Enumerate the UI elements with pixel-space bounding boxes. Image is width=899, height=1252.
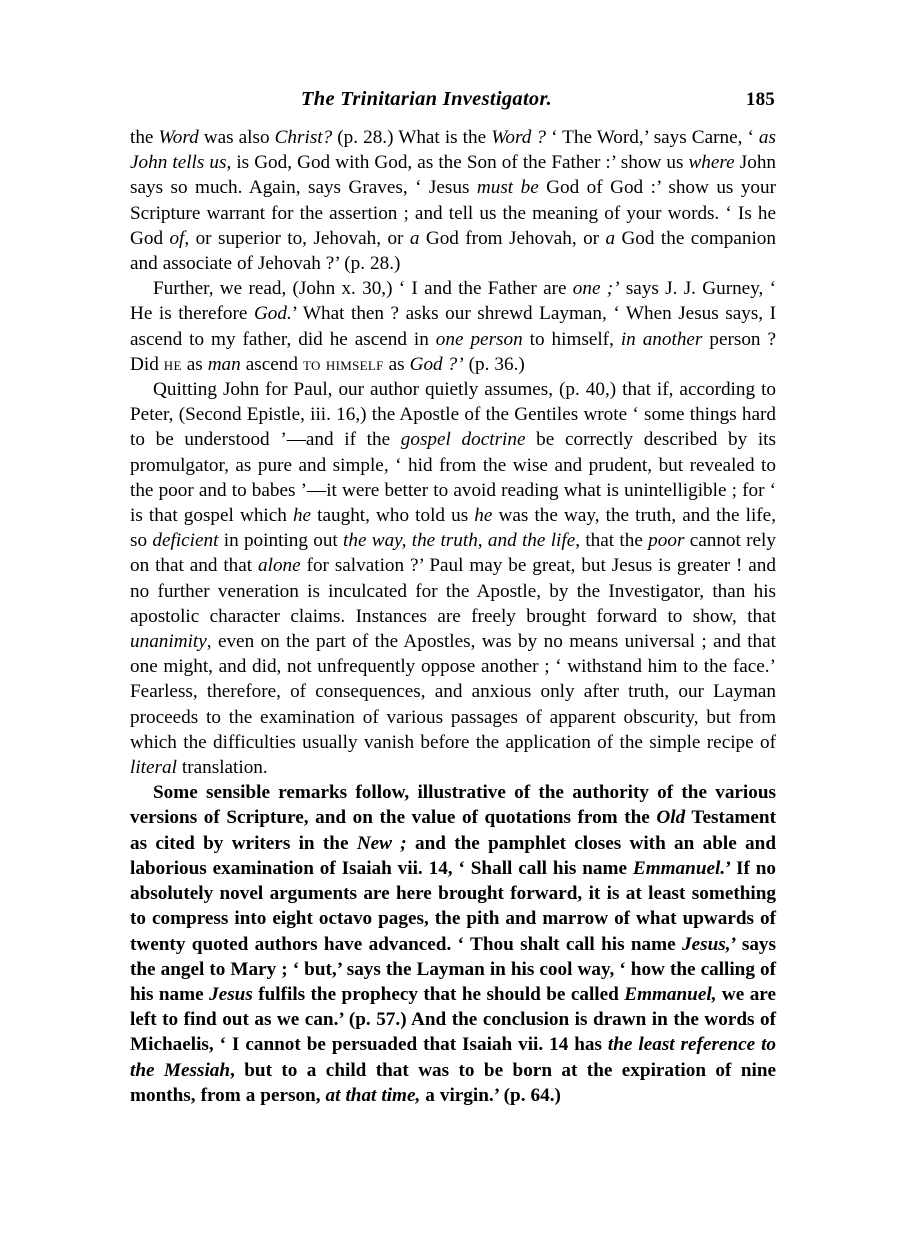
emphasis-text: a: [605, 227, 616, 249]
body-text: ‘ The Word,’ says Carne, ‘: [546, 127, 759, 148]
body-text: Testament as cited by writers in the: [130, 807, 776, 854]
emphasis-text: Emmanuel,: [624, 983, 717, 1005]
body-text: person ? Did: [130, 328, 776, 375]
emphasis-text: the way, the truth, and the life: [343, 530, 576, 552]
body-text: Quitting John for Paul, our author quietly assumes, (p. 40,) that if, according to Peter, (Second Epistle, iii. 16,) the Apostle of the Gentiles wrote ‘ some things hard to be understood ’—and if the: [130, 379, 776, 451]
emphasis-text: where: [688, 152, 735, 174]
body-text: to himself,: [522, 328, 621, 350]
emphasis-text: literal: [130, 757, 177, 779]
emphasis-text: poor: [648, 530, 685, 552]
emphasis-text: Jesus: [209, 983, 253, 1005]
body-text: , even on the part of the Apostles, was by no means universal ; and that one might, and did, not unfrequently oppose another ; ‘ withstand him to the face.’ Fearless, therefore, of consequences, and anxious only after truth, our Layman proceeds to the examination of various passages of apparent obscurity, but from which the difficulties usually vanish before the application of the simple recipe of: [130, 631, 776, 753]
emphasis-text: Word ?: [491, 127, 547, 148]
body-text: , that the: [575, 530, 649, 552]
emphasis-text: a: [409, 227, 420, 249]
paragraph: [130, 276, 776, 377]
body-text: was also: [198, 127, 275, 148]
emphasis-text: at that time,: [325, 1084, 421, 1106]
emphasis-text: one person: [435, 328, 523, 350]
emphasis-text: gospel doctrine: [400, 429, 526, 451]
body-text: a virgin.’ (p. 64.): [420, 1084, 561, 1106]
body-text: ’ says the angel to Mary ; ‘ but,’ says the Layman in his cool way, ‘ how the calling of his name: [130, 933, 776, 1005]
body-text: God from Jehovah, or: [419, 227, 606, 249]
emphasis-text: of: [169, 227, 185, 249]
body-text: taught, who told us: [311, 505, 475, 527]
body-text: (p. 36.): [463, 353, 525, 375]
emphasis-text: God ?’: [409, 353, 464, 375]
emphasis-text: the least reference to the Messiah: [130, 1034, 777, 1081]
body-text: translation.: [176, 757, 268, 779]
emphasis-text: Word: [158, 127, 199, 148]
emphasis-text: God.: [253, 303, 292, 325]
emphasis-text: in another: [620, 328, 703, 350]
emphasis-text: one ;’: [572, 278, 620, 300]
body-text: ascend: [240, 353, 303, 375]
page-number: 185: [745, 89, 775, 110]
emphasis-text: Old: [656, 807, 686, 829]
emphasis-text: as John tells us: [130, 127, 776, 174]
body-text: God the companion and associate of Jehovah ?’ (p. 28.): [130, 227, 776, 275]
emphasis-text: unanimity: [130, 631, 207, 653]
body-text: cannot rely on that and that: [130, 530, 776, 577]
small-caps-text: he: [163, 353, 182, 375]
body-text: ’ If no absolutely novel arguments are here brought forward, it is at least something to compress into eight octavo pages, the pith and marrow of what upwards of twenty quoted authors have advanced. ‘ Thou shalt call his name: [130, 857, 776, 955]
emphasis-text: Emmanuel.: [632, 857, 726, 879]
body-text: ’ What then ? asks our shrewd Layman, ‘ When Jesus says, I ascend to my father, did he ascend in: [130, 303, 776, 350]
emphasis-text: alone: [258, 555, 301, 577]
body-text: Some sensible remarks follow, illustrative of the authority of the various versions of Scripture, and on the value of quotations from the: [130, 782, 776, 829]
body-text: was the way, the truth, and the life, so: [130, 505, 776, 552]
body-text: fulfils the prophecy that he should be called: [252, 983, 625, 1005]
body-text: John says so much. Again, says Graves, ‘ Jesus: [130, 152, 777, 199]
emphasis-text: Christ?: [274, 127, 333, 148]
body-text: be correctly described by its promulgator, as pure and simple, ‘ hid from the wise and prudent, but revealed to the poor and to babes ’—it were better to avoid reading what is unintelligible ; for ‘ is that gospel which: [130, 429, 776, 527]
emphasis-text: deficient: [152, 530, 219, 552]
body-text: (p. 28.) What is the: [332, 127, 492, 148]
body-text: in pointing out: [218, 530, 344, 552]
emphasis-text: Jesus,: [682, 933, 731, 955]
emphasis-text: he: [474, 505, 493, 527]
body-text: as: [383, 353, 410, 375]
body-text: says J. J. Gurney, ‘ He is therefore: [130, 278, 776, 325]
paragraph: [130, 125, 776, 276]
body-text: we are left to find out as we can.’ (p. 57.) And the conclusion is drawn in the words of Michaelis, ‘ I cannot be persuaded that Isaiah vii. 14 has: [130, 983, 776, 1056]
body-text: Further, we read, (John x. 30,) ‘ I and the Father are: [153, 278, 573, 300]
paragraph: [130, 780, 776, 1108]
running-head: [130, 88, 775, 116]
emphasis-text: he: [292, 505, 312, 527]
small-caps-text: to himself: [302, 353, 384, 375]
body-text: for salvation ?’ Paul may be great, but Jesus is greater ! and no further veneration is inculcated for the Apostle, by the Investigator, than his apostolic character claims. Instances are freely brought forward to show, that: [130, 555, 776, 627]
body-text: God of God :’ show us your Scripture warrant for the assertion ; and tell us the meaning of your words. ‘ Is he God: [130, 177, 777, 249]
body-text: and the pamphlet closes with an able and laborious examination of Isaiah vii. 14, ‘ Shall call his name: [130, 832, 776, 879]
body-text: as: [181, 353, 208, 375]
body-text-block: [130, 125, 776, 1108]
emphasis-text: must be: [476, 177, 539, 199]
body-text: , is God, God with God, as the Son of the Father :’ show us: [226, 152, 689, 174]
emphasis-text: New ;: [356, 832, 407, 854]
emphasis-text: man: [207, 353, 241, 375]
body-text: , or superior to, Jehovah, or: [184, 227, 410, 249]
body-text: , but to a child that was to be born at the expiration of nine months, from a person,: [130, 1059, 777, 1106]
page-title: The Trinitarian Investigator.: [300, 88, 553, 110]
body-text: the: [130, 127, 159, 148]
paragraph: [130, 377, 776, 780]
